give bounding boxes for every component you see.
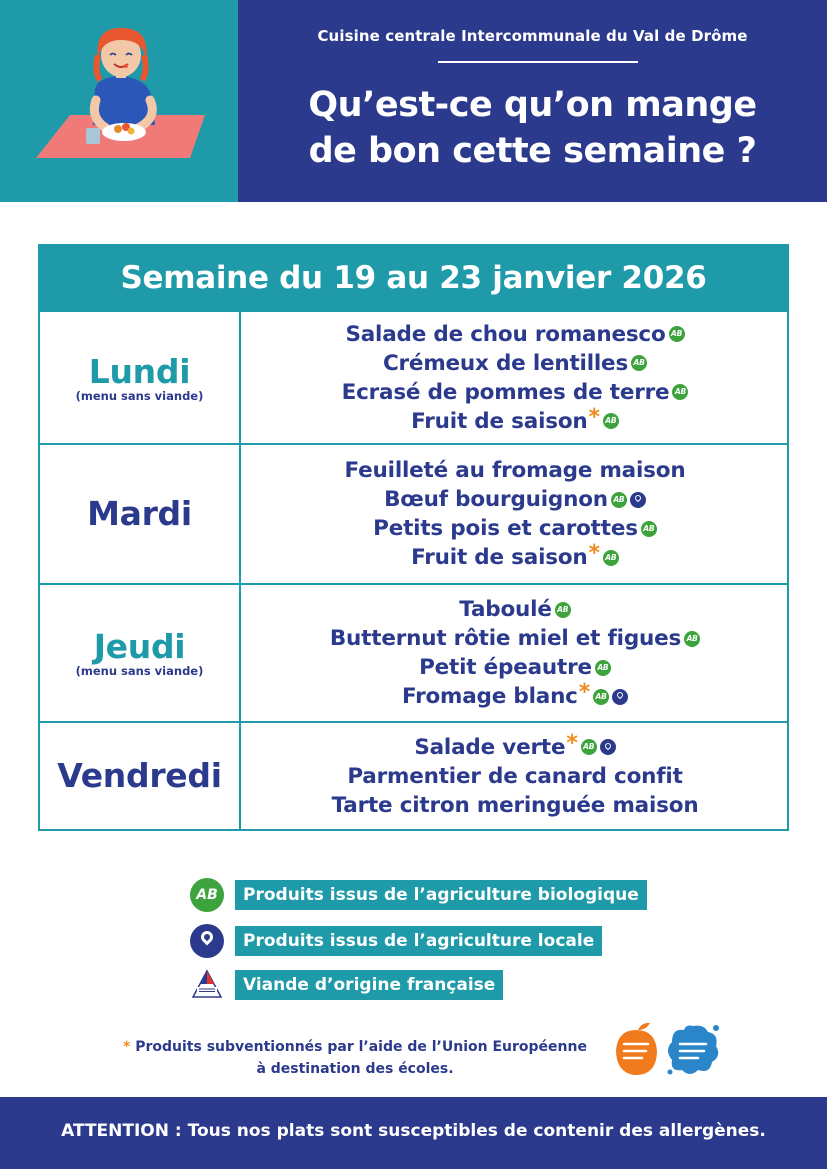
- menu-row-mardi: [40, 443, 787, 583]
- organic-ab-icon: AB: [669, 326, 685, 342]
- dish-name: Parmentier de canard confit: [347, 763, 683, 789]
- eu-asterisk: *: [123, 1039, 131, 1055]
- day-cell: [40, 445, 241, 583]
- eu-asterisk: *: [588, 541, 600, 566]
- organic-ab-icon: AB: [190, 878, 224, 912]
- legend-french-meat: [190, 970, 503, 1000]
- menu-row-jeudi: [40, 583, 787, 721]
- dish-name: Petits pois et carottes: [373, 516, 638, 541]
- day-note: (menu sans viande): [75, 388, 204, 403]
- eu-note-line-2: à destination des écoles.: [256, 1061, 454, 1077]
- location-pin-icon: [190, 924, 224, 958]
- dish-item: [373, 514, 657, 543]
- day-cell: [40, 723, 241, 829]
- header-title-panel: [238, 0, 827, 202]
- location-pin-icon: [612, 689, 628, 705]
- dish-item: [332, 791, 699, 820]
- dish-item: [330, 624, 700, 653]
- dish-item: [345, 456, 686, 485]
- dish-name: Salade de chou romanesco: [345, 321, 666, 347]
- legend-local: [190, 926, 602, 956]
- dish-item: [384, 485, 646, 514]
- organic-ab-icon: AB: [641, 521, 657, 537]
- organic-ab-icon: AB: [593, 689, 609, 705]
- dish-name: Taboulé: [459, 597, 552, 622]
- page-title-line-1: Qu’est-ce qu’on mange: [308, 85, 757, 125]
- eu-asterisk: *: [588, 404, 600, 430]
- dish-name: Feuilleté au fromage maison: [344, 458, 686, 483]
- legend-french-meat-label: Viande d’origine française: [235, 970, 503, 1000]
- dish-item: [411, 404, 619, 436]
- organic-ab-icon: AB: [631, 355, 647, 371]
- organic-ab-icon: AB: [603, 550, 619, 566]
- dish-name: Butternut rôtie miel et figues: [329, 626, 682, 651]
- fruits-legumes-ecole-logo-icon: [612, 1020, 660, 1078]
- dish-item: [414, 730, 615, 762]
- lait-produits-laitiers-ecole-logo-icon: [664, 1020, 722, 1078]
- header-divider: [438, 61, 638, 63]
- allergen-warning-footer: [0, 1097, 827, 1169]
- organic-ab-icon: AB: [672, 384, 688, 400]
- dish-item: [411, 543, 619, 572]
- header-illustration-panel: [0, 0, 238, 202]
- child-eating-illustration: [0, 0, 238, 202]
- dish-name: Petit épeautre: [419, 655, 592, 680]
- day-name: Vendredi: [57, 756, 222, 795]
- legend-local-label: Produits issus de l’agriculture locale: [235, 926, 602, 956]
- dish-name: Salade verte: [414, 734, 566, 760]
- dish-list: [243, 445, 787, 583]
- legend-organic: [190, 880, 647, 910]
- organic-ab-icon: AB: [611, 492, 627, 508]
- day-cell: [40, 312, 241, 443]
- menu-row-lundi: [40, 310, 787, 443]
- dish-item: [383, 349, 647, 378]
- dish-item: [347, 762, 682, 791]
- dish-name: Bœuf bourguignon: [384, 487, 608, 512]
- dish-list: [243, 312, 787, 443]
- organization-name: Cuisine centrale Intercommunale du Val de Drôme: [317, 27, 748, 45]
- dish-name: Ecrasé de pommes de terre: [341, 379, 670, 405]
- location-pin-icon: [600, 739, 616, 755]
- day-name: Mardi: [87, 494, 192, 533]
- eu-note-line-1: Produits subventionnés par l’aide de l’Union Européenne: [135, 1039, 587, 1055]
- organic-ab-icon: AB: [581, 739, 597, 755]
- organic-ab-icon: AB: [684, 631, 700, 647]
- allergen-warning-text: ATTENTION : Tous nos plats sont susceptibles de contenir des allergènes.: [61, 1121, 766, 1141]
- dish-item: [459, 595, 570, 624]
- dish-name: Tarte citron meringuée maison: [331, 792, 699, 818]
- weekly-menu-table: [38, 244, 789, 831]
- week-title: Semaine du 19 au 23 janvier 2026: [40, 246, 787, 310]
- dish-item: [342, 378, 689, 407]
- location-pin-icon: [630, 492, 646, 508]
- dish-name: Fruit de saison: [411, 408, 588, 434]
- dish-list: [243, 585, 787, 721]
- viandes-de-france-logo-icon: [191, 969, 223, 1001]
- dish-name: Fromage blanc: [401, 684, 578, 709]
- eu-asterisk: *: [566, 730, 578, 756]
- legend-organic-label: Produits issus de l’agriculture biologique: [235, 880, 647, 910]
- organic-ab-icon: AB: [603, 413, 619, 429]
- page-title-line-2: de bon cette semaine ?: [308, 131, 757, 171]
- dish-item: [345, 320, 684, 349]
- eu-subsidy-note: [100, 1036, 610, 1080]
- eu-asterisk: *: [578, 680, 591, 705]
- organic-ab-icon: AB: [555, 602, 571, 618]
- day-cell: [40, 585, 241, 721]
- organic-ab-icon: AB: [595, 660, 611, 676]
- day-name: Lundi: [88, 351, 191, 391]
- page-title: [238, 82, 827, 174]
- dish-item: [402, 682, 628, 711]
- dish-name: Crémeux de lentilles: [382, 350, 629, 376]
- dish-list: [243, 723, 787, 829]
- dish-name: Fruit de saison: [411, 545, 588, 570]
- day-note: (menu sans viande): [75, 664, 204, 678]
- menu-row-vendredi: [40, 721, 787, 829]
- day-name: Jeudi: [93, 627, 186, 666]
